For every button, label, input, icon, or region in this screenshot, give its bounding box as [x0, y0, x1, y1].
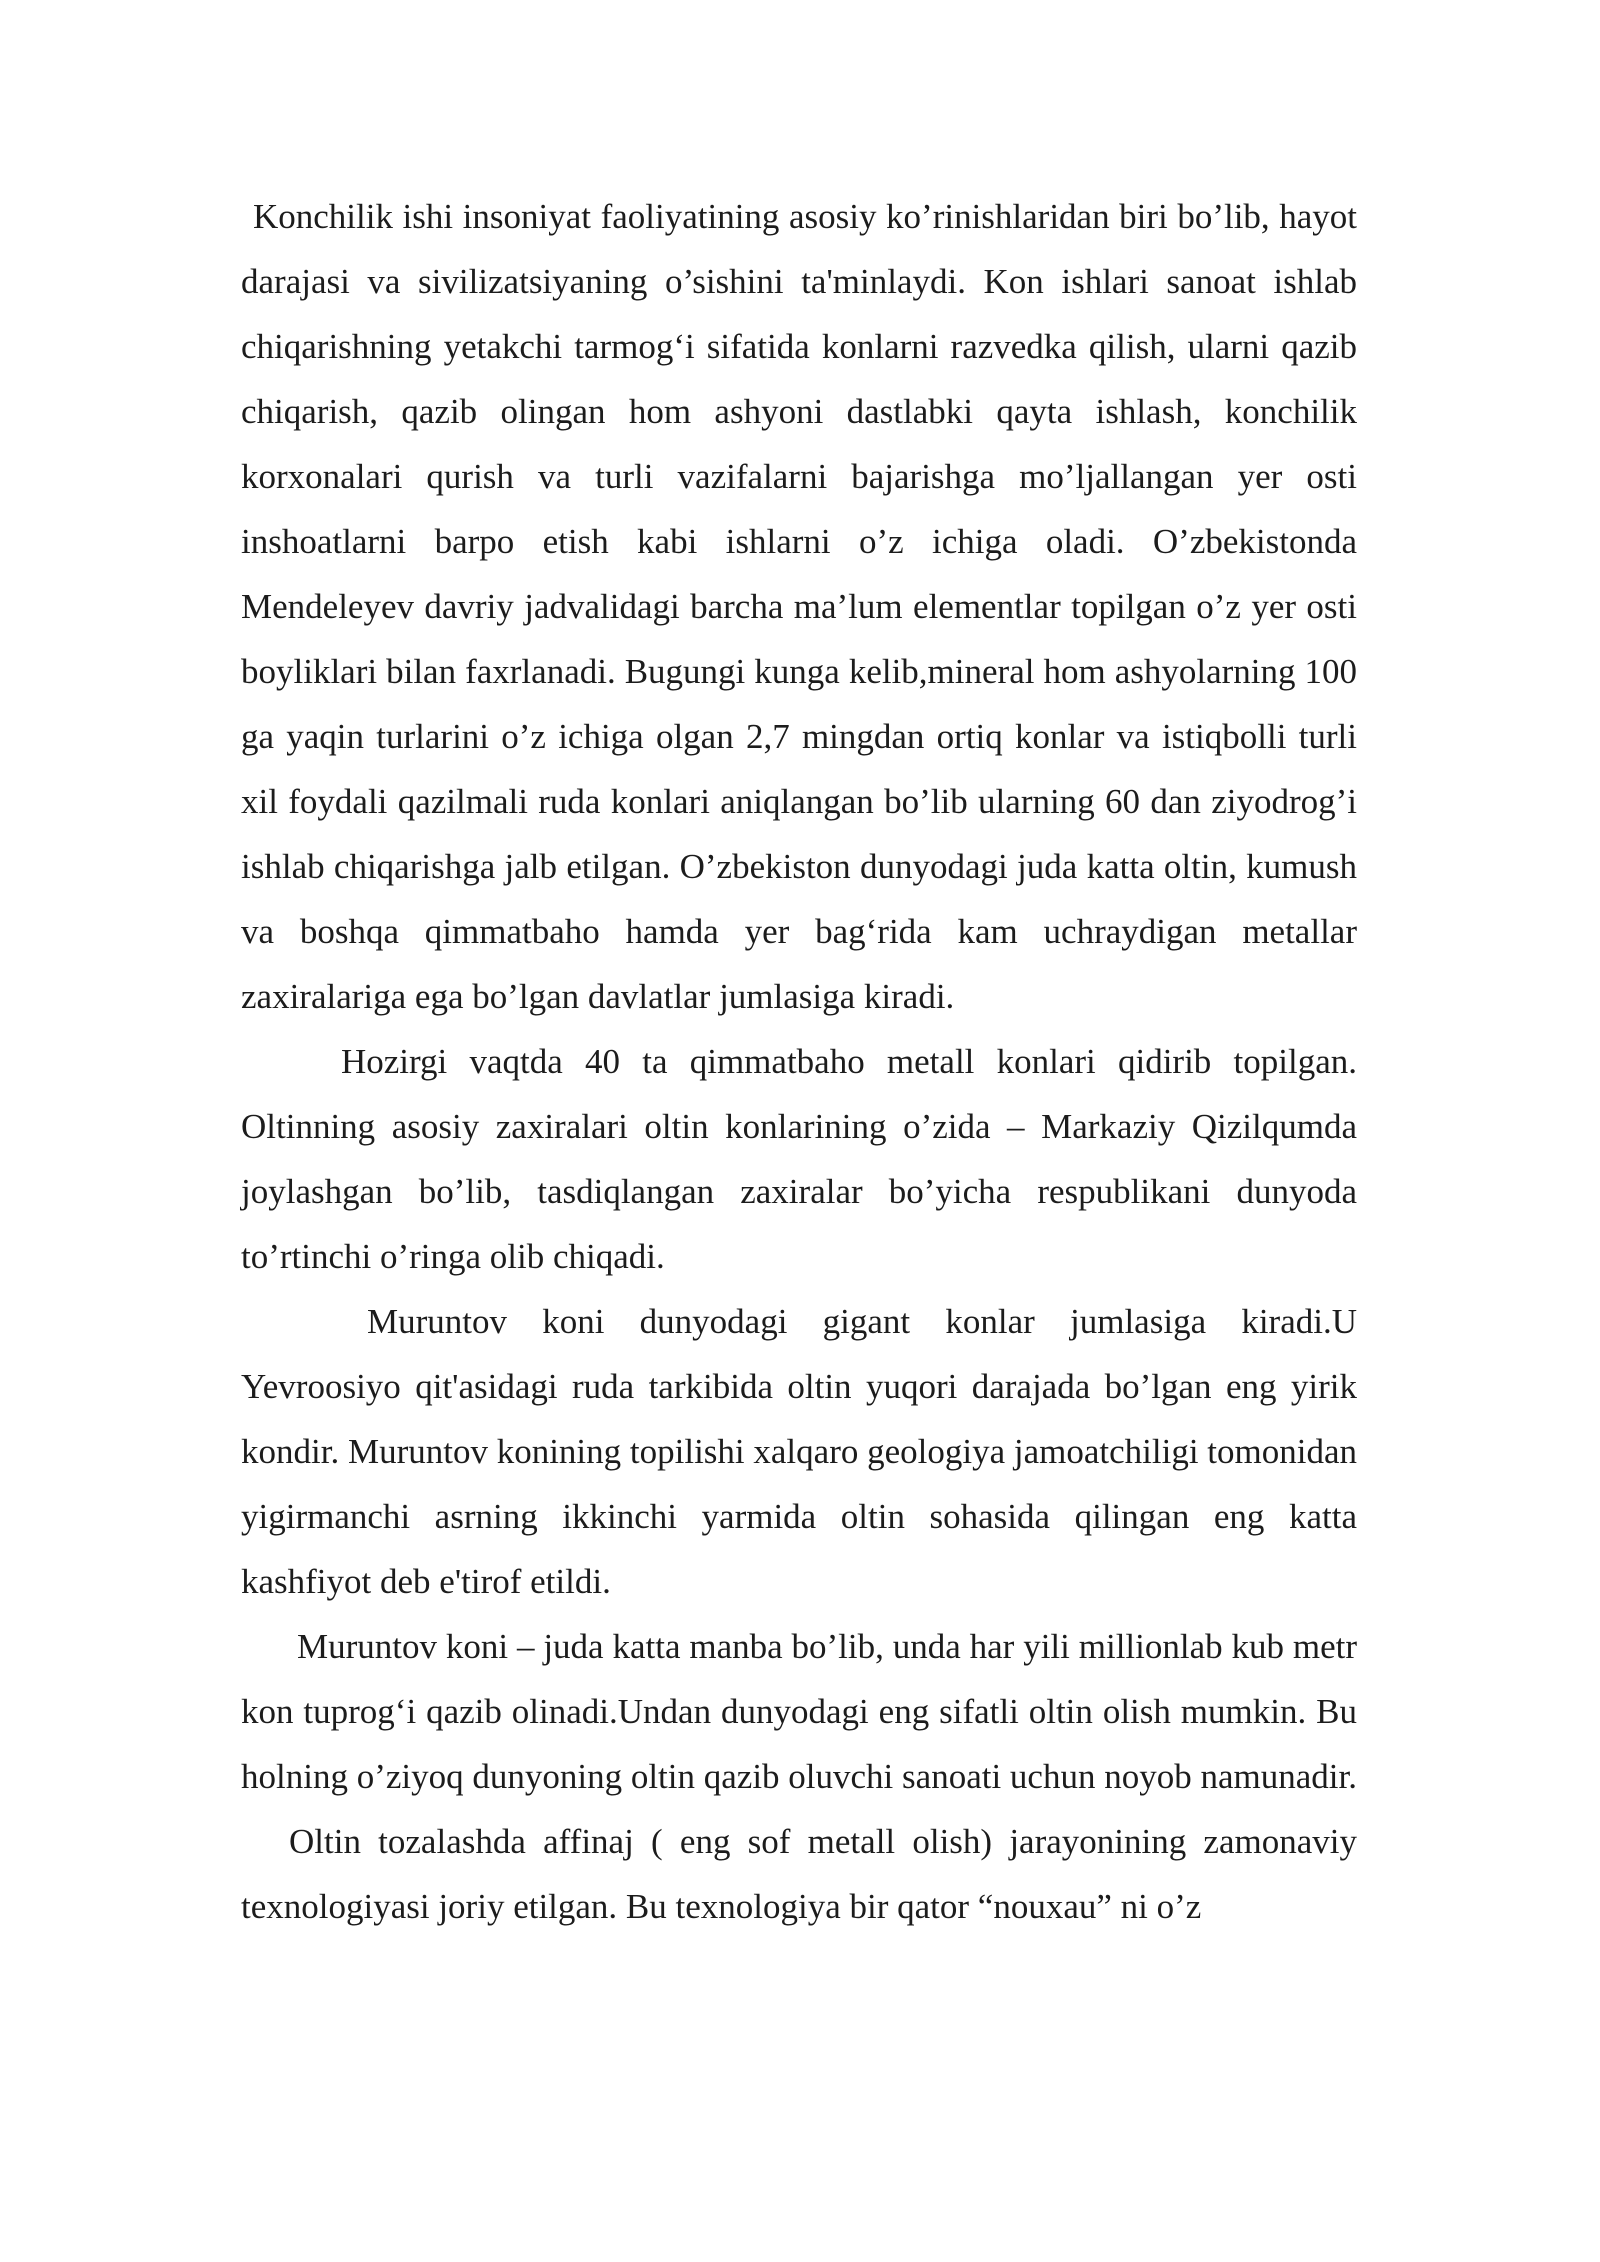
paragraph-muruntov-deposit: Muruntov koni dunyodagi gigant konlar jumlasiga kiradi.U Yevroosiyo qit'asidagi ruda tarkibida oltin yuqori darajada bo’lgan eng yirik kondir. Muruntov konining topilishi xalqaro geologiya jamoatchiligi tomonidan yigirmanchi asrning ikkinchi yarmida oltin sohasida qilingan eng katta kashfiyot deb e'tirof etildi.	[241, 1302, 1357, 1601]
paragraph-precious-metals: Hozirgi vaqtda 40 ta qimmatbaho metall konlari qidirib topilgan. Oltinning asosiy zaxiralari oltin konlarining o’zida – Markaziy Qizilqumda joylashgan bo’lib, tasdiqlangan zaxiralar bo’yicha respublikani dunyoda to’rtinchi o’ringa olib chiqadi.	[241, 1042, 1357, 1276]
paragraph-mining-overview: Konchilik ishi insoniyat faoliyatining asosiy ko’rinishlaridan biri bo’lib, hayot darajasi va sivilizatsiyaning o’sishini ta'minlaydi. Kon ishlari sanoat ishlab chiqarishning yetakchi tarmog‘i sifatida konlarni razvedka qilish, ularni qazib chiqarish, qazib olingan hom ashyoni dastlabki qayta ishlash, konchilik korxonalari qurish va turli vazifalarni bajarishga mo’ljallangan yer osti inshoatlarni barpo etish kabi ishlarni o’z ichiga oladi. O’zbekistonda Mendeleyev davriy jadvalidagi barcha ma’lum elementlar topilgan o’z yer osti boyliklari bilan faxrlanadi. Bugungi kunga kelib,mineral hom ashyolarning 100 ga yaqin turlarini o’z ichiga olgan 2,7 mingdan ortiq konlar va istiqbolli turli xil foydali qazilmali ruda konlari aniqlangan bo’lib ularning 60 dan ziyodrog’i ishlab chiqarishga jalb etilgan. O’zbekiston dunyodagi juda katta oltin, kumush va boshqa qimmatbaho hamda yer bag‘rida kam uchraydigan metallar zaxiralariga ega bo’lgan davlatlar jumlasiga kiradi.	[241, 197, 1357, 1016]
paragraph-muruntov-source: Muruntov koni – juda katta manba bo’lib, unda har yili millionlab kub metr kon tuprog‘i qazib olinadi.Undan dunyodagi eng sifatli oltin olish mumkin. Bu holning o’ziyoq dunyoning oltin qazib oluvchi sanoati uchun noyob namunadir.	[241, 1627, 1357, 1796]
document-body	[241, 184, 1357, 1939]
paragraph-gold-refining: Oltin tozalashda affinaj ( eng sof metall olish) jarayonining zamonaviy texnologiyasi joriy etilgan. Bu texnologiya bir qator “nouxau” ni o’z	[241, 1822, 1357, 1926]
